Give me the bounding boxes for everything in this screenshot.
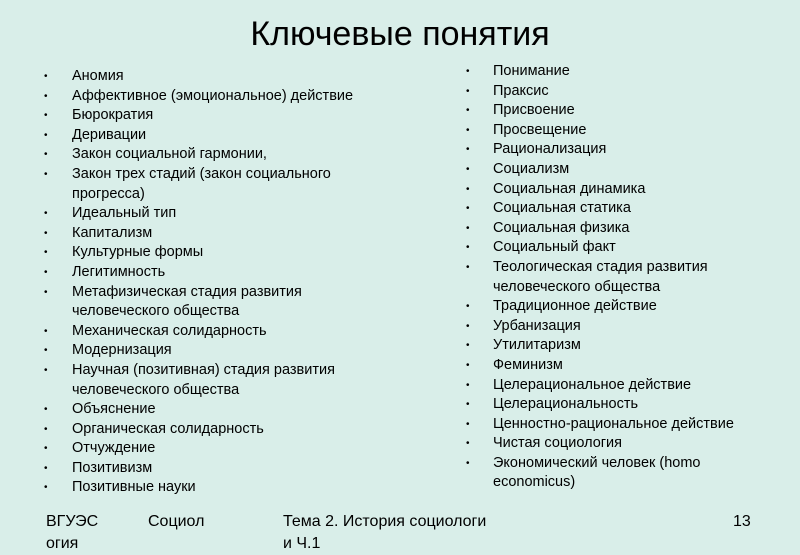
concept-item: • Экономический человек (homo bbox=[493, 454, 734, 474]
right-concepts-list bbox=[493, 62, 734, 493]
footer-subject: Социол bbox=[148, 513, 205, 530]
concept-item: • Социальная статика bbox=[493, 199, 734, 219]
concept-item: • Присвоение bbox=[493, 101, 734, 121]
concept-item: • Культурные формы bbox=[72, 243, 353, 263]
concept-item: • Утилитаризм bbox=[493, 336, 734, 356]
concept-item: • Социальная динамика bbox=[493, 180, 734, 200]
footer-topic-line: Тема 2. История социологи bbox=[283, 513, 487, 530]
concept-item: • Объяснение bbox=[72, 400, 353, 420]
footer-topic bbox=[283, 511, 523, 555]
concept-item: • Закон социальной гармонии, bbox=[72, 145, 353, 165]
concept-item: • Целерациональность bbox=[493, 395, 734, 415]
concept-item: человеческого общества bbox=[72, 303, 240, 320]
concept-item: • Понимание bbox=[493, 62, 734, 82]
concept-item: • Чистая социология bbox=[493, 434, 734, 454]
footer-organization-line: огия bbox=[46, 535, 79, 552]
concept-item: • Социальная физика bbox=[493, 219, 734, 239]
concept-item: • Бюрократия bbox=[72, 106, 353, 126]
concept-item: • Урбанизация bbox=[493, 317, 734, 337]
concept-item: • Аффективное (эмоциональное) действие bbox=[72, 87, 353, 107]
concept-item: • Отчуждение bbox=[72, 439, 353, 459]
concept-item: • Идеальный тип bbox=[72, 204, 353, 224]
concept-item: • Социализм bbox=[493, 160, 734, 180]
slide-title: Ключевые понятия bbox=[250, 15, 550, 53]
concept-item: • Капитализм bbox=[72, 224, 353, 244]
concept-item: человеческого общества bbox=[493, 278, 661, 295]
concept-item: • Аномия bbox=[72, 67, 353, 87]
footer-organization-line: ВГУЭС bbox=[46, 513, 99, 530]
left-concepts-list bbox=[72, 67, 353, 498]
page-number: 13 bbox=[733, 513, 751, 530]
concept-item: человеческого общества bbox=[72, 381, 240, 398]
concept-item: • Просвещение bbox=[493, 121, 734, 141]
concept-item: • Механическая солидарность bbox=[72, 322, 353, 342]
concept-item: • Целерациональное действие bbox=[493, 376, 734, 396]
concept-item: • Закон трех стадий (закон социального bbox=[72, 165, 353, 185]
concept-item: • Социальный факт bbox=[493, 238, 734, 258]
footer-organization bbox=[46, 511, 118, 555]
concept-item: • Метафизическая стадия развития bbox=[72, 283, 353, 303]
concept-item: • Органическая солидарность bbox=[72, 420, 353, 440]
concept-item: • Традиционное действие bbox=[493, 297, 734, 317]
concept-item: прогресса) bbox=[72, 185, 145, 202]
concept-item: • Праксис bbox=[493, 82, 734, 102]
concept-item: • Позитивизм bbox=[72, 459, 353, 479]
concept-item: • Ценностно-рациональное действие bbox=[493, 415, 734, 435]
concept-item: • Позитивные науки bbox=[72, 478, 353, 498]
concept-item: • Деривации bbox=[72, 126, 353, 146]
concept-item: economicus) bbox=[493, 474, 576, 491]
concept-item: • Феминизм bbox=[493, 356, 734, 376]
concept-item: • Научная (позитивная) стадия развития bbox=[72, 361, 353, 381]
concept-item: • Теологическая стадия развития bbox=[493, 258, 734, 278]
concept-item: • Рационализация bbox=[493, 140, 734, 160]
concept-item: • Модернизация bbox=[72, 341, 353, 361]
footer-topic-line: и Ч.1 bbox=[283, 535, 321, 552]
concept-item: • Легитимность bbox=[72, 263, 353, 283]
